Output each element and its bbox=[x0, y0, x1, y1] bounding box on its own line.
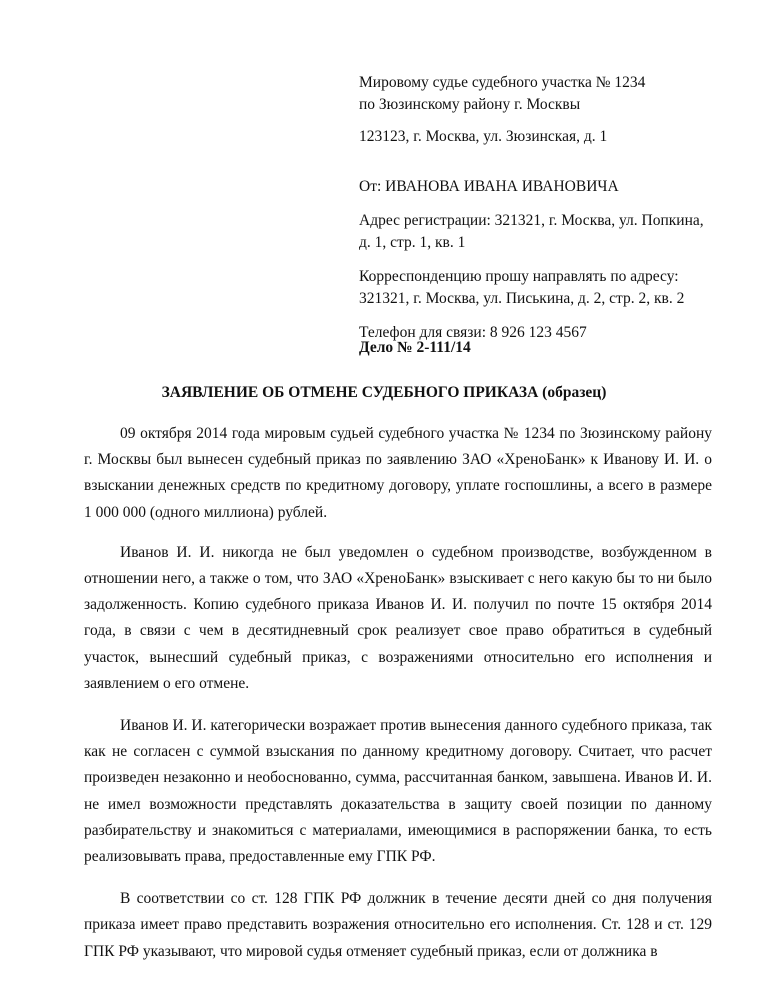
body-paragraph-4: В соответствии со ст. 128 ГПК РФ должник в течение десяти дней со дня получения приказа имеет право представить возражения относительно его исполнения. Ст. 128 и ст. 129 ГПК РФ указывают, что мировой судья отменяет судебный приказ, если от должника в bbox=[84, 890, 712, 960]
contact-phone: Телефон для связи: 8 926 123 4567 bbox=[359, 324, 587, 341]
registration-address-line-1: Адрес регистрации: 321321, г. Москва, ул. Попкина, bbox=[359, 212, 704, 229]
court-address: 123123, г. Москва, ул. Зюзинская, д. 1 bbox=[359, 128, 608, 145]
correspondence-address-line-2: 321321, г. Москва, ул. Писькина, д. 2, стр. 2, кв. 2 bbox=[359, 290, 685, 307]
addressee-line-2: по Зюзинскому району г. Москвы bbox=[359, 96, 581, 113]
registration-address-line-2: д. 1, стр. 1, кв. 1 bbox=[359, 234, 466, 251]
case-number: Дело № 2-111/14 bbox=[359, 339, 471, 356]
correspondence-address-line-1: Корреспонденцию прошу направлять по адресу: bbox=[359, 268, 679, 285]
document-body bbox=[84, 421, 712, 981]
addressee-block bbox=[359, 72, 729, 344]
sender-name: От: ИВАНОВА ИВАНА ИВАНОВИЧА bbox=[359, 178, 619, 195]
body-paragraph-2: Иванов И. И. никогда не был уведомлен о судебном производстве, возбужденном в отношении него, а также о том, что ЗАО «ХреноБанк» взыскивает с него какую бы то ни было задолженность. Копию судебного приказа Иванов И. И. получил по почте 15 октября 2014 года, в связи с чем в десятидневный срок реализует свое право обратиться в судебный участок, вынесший судебный приказ, с возражениями относительно его исполнения и заявлением о его отмене. bbox=[84, 543, 712, 692]
body-paragraph-3: Иванов И. И. категорически возражает против вынесения данного судебного приказа, так как не согласен с суммой взыскания по данному кредитному договору. Считает, что расчет произведен незаконно и необоснованно, сумма, рассчитанная банком, завышена. Иванов И. И. не имел возможности представлять доказательства в защиту своей позиции по данному разбирательству и знакомиться с материалами, имеющимися в распоряжении банка, то есть реализовывать права, предоставленные ему ГПК РФ. bbox=[84, 717, 712, 866]
body-paragraph-1: 09 октября 2014 года мировым судьей судебного участка № 1234 по Зюзинскому району г. Москвы был вынесен судебный приказ по заявлению ЗАО «ХреноБанк» к Иванову И. И. о взыскании денежных средств по кредитному договору, уплате госпошлины, а всего в размере 1 000 000 (одного миллиона) рублей. bbox=[84, 425, 712, 521]
addressee-line-1: Мировому судье судебного участка № 1234 bbox=[359, 74, 646, 91]
document-title: ЗАЯВЛЕНИЕ ОБ ОТМЕНЕ СУДЕБНОГО ПРИКАЗА (образец) bbox=[161, 384, 607, 401]
